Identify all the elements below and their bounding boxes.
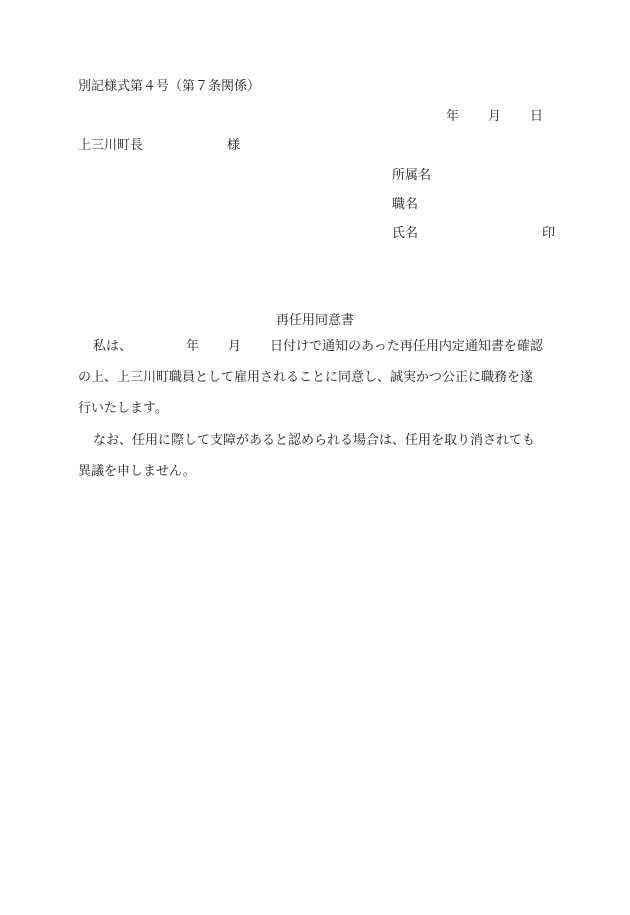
form-label: 別記様式第４号（第７条関係） [78, 79, 261, 94]
addressee-honorific: 様 [227, 138, 241, 153]
date-day-label: 日 [530, 109, 544, 124]
body-paragraph-1 [78, 331, 568, 424]
line-month-label: 月 [228, 339, 242, 354]
line-lead-text: 私は、 [93, 339, 133, 354]
paragraph-line [78, 331, 568, 362]
date-month-label: 月 [488, 109, 502, 124]
position-label: 職名 [392, 197, 419, 212]
seal-mark: 印 [542, 226, 556, 241]
paragraph-line: の上、上三川町職員として雇用されることに同意し、誠実かつ公正に職務を遂 [78, 370, 534, 385]
document-title: 再任用同意書 [276, 313, 355, 328]
name-label: 氏名 [392, 226, 419, 241]
line-tail-text: 日付けで通知のあった再任用内定通知書を確認 [270, 339, 543, 354]
paragraph-line: 異議を申しません。 [78, 464, 196, 479]
addressee-name: 上三川町長 [78, 138, 144, 153]
date-year-label: 年 [446, 109, 460, 124]
affiliation-label: 所属名 [392, 168, 432, 183]
paragraph-line: 行いたします。 [78, 401, 168, 416]
paragraph-line: なお、任用に際して支障があると認められる場合は、任用を取り消されても [93, 433, 536, 448]
body-paragraph-2 [78, 425, 568, 487]
line-year-label: 年 [186, 339, 200, 354]
